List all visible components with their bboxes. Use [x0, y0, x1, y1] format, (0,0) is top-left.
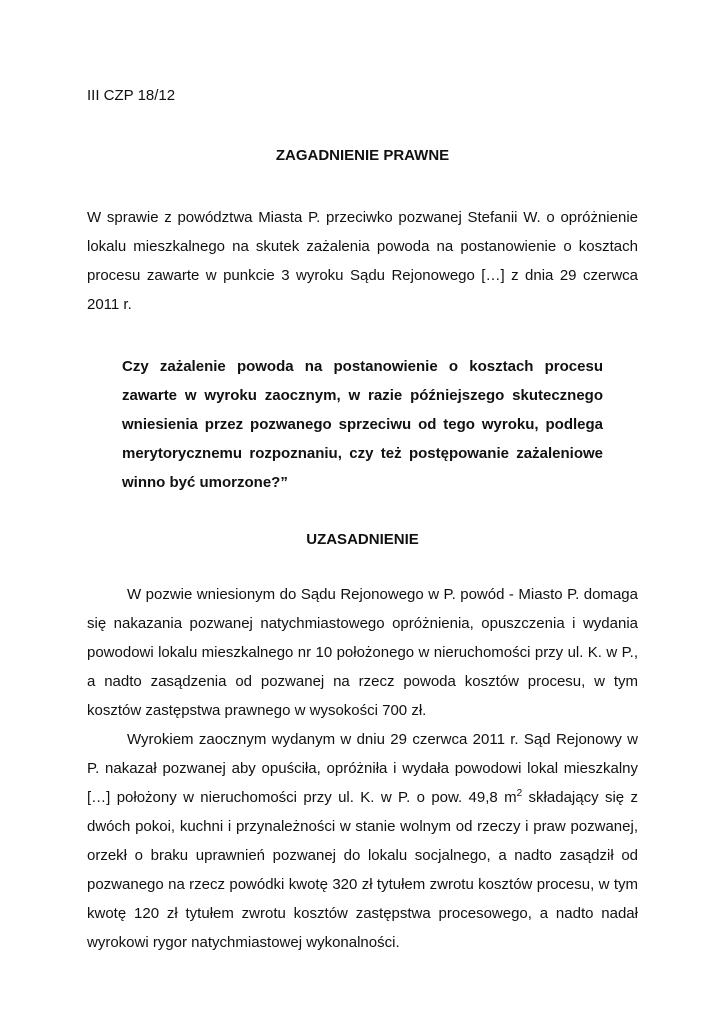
case-number: III CZP 18/12: [87, 87, 176, 104]
document-page: [87, 86, 638, 957]
body-paragraph-2-part1: Wyrokiem zaocznym wydanym w dniu 29 czerwca 2011 r. Sąd Rejonowy w P. nakazał pozwanej aby opuściła, opróżniła i wydała powodowi lokal mieszkalny […] położony w nieruchomości przy ul. K. w P. o pow. 49,8 m: [87, 731, 638, 806]
body-paragraph-2-part2: składający się z dwóch pokoi, kuchni i przynależności w stanie wolnym od rzeczy i praw pozwanej, orzekł o braku uprawnień pozwanej do lokalu socjalnego, a nadto zasądził od pozwanego na rzecz powódki kwotę 320 zł tytułem zwrotu kosztów procesu, w tym kwotę 120 zł tytułem zwrotu kosztów zastępstwa procesowego, a nadto nadał wyrokowi rygor natychmiastowej wykonalności.: [87, 789, 638, 951]
legal-question: Czy zażalenie powoda na postanowienie o kosztach procesu zawarte w wyroku zaocznym, w razie późniejszego skutecznego wniesienia przez pozwanego sprzeciwu od tego wyroku, podlega merytorycznemu rozpoznaniu, czy też postępowanie zażaleniowe winno być umorzone?”: [122, 358, 603, 491]
area-unit-superscript: 2: [516, 788, 523, 799]
intro-paragraph: W sprawie z powództwa Miasta P. przeciwko pozwanej Stefanii W. o opróżnienie lokalu mieszkalnego na skutek zażalenia powoda na postanowienie o kosztach procesu zawarte w punkcie 3 wyroku Sądu Rejonowego […] z dnia 29 czerwca 2011 r.: [87, 209, 638, 313]
body-paragraph-2: [87, 725, 638, 957]
document-title: ZAGADNIENIE PRAWNE: [275, 147, 450, 164]
section-heading: UZASADNIENIE: [306, 531, 419, 548]
body-paragraph-1: W pozwie wniesionym do Sądu Rejonowego w P. powód - Miasto P. domaga się nakazania pozwanej natychmiastowego opróżnienia, opuszczenia i wydania powodowi lokalu mieszkalnego nr 10 położonego w nieruchomości przy ul. K. w P., a nadto zasądzenia od pozwanej na rzecz powoda kosztów procesu, w tym kosztów zastępstwa prawnego w wysokości 700 zł.: [87, 586, 638, 719]
